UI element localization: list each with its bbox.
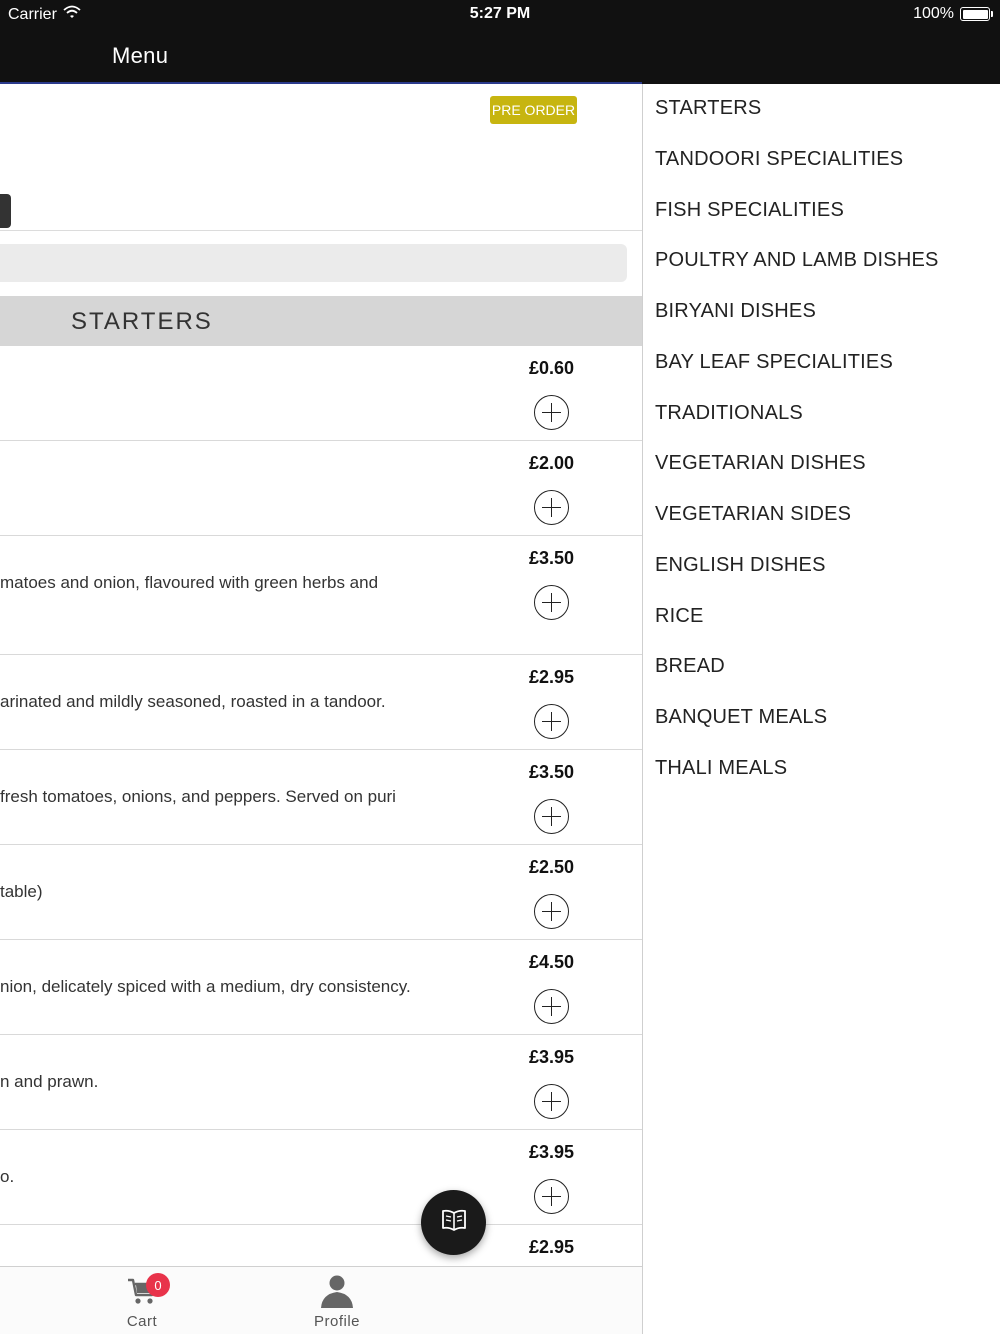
category-item[interactable]: BANQUET MEALS: [655, 706, 828, 728]
book-icon: [441, 1209, 467, 1236]
menu-item[interactable]: [0, 441, 642, 536]
category-item[interactable]: POULTRY AND LAMB DISHES: [655, 249, 939, 271]
plus-circle-icon[interactable]: [534, 395, 569, 430]
plus-circle-icon[interactable]: [534, 989, 569, 1024]
tab-cart[interactable]: [82, 1271, 202, 1330]
carrier-label: Carrier: [8, 5, 57, 23]
item-price: £2.00: [528, 453, 575, 473]
profile-icon: [277, 1271, 397, 1311]
plus-circle-icon[interactable]: [534, 1084, 569, 1119]
item-description: matoes and onion, flavoured with green herbs and: [0, 573, 379, 592]
item-price: £3.50: [528, 548, 575, 568]
tab-bar: [0, 1266, 642, 1334]
tab-profile-label: Profile: [313, 1313, 361, 1330]
cart-icon: [82, 1271, 202, 1311]
plus-circle-icon[interactable]: [534, 585, 569, 620]
section-header: [0, 296, 642, 346]
plus-circle-icon[interactable]: [534, 894, 569, 929]
category-item[interactable]: FISH SPECIALITIES: [655, 199, 845, 221]
item-price: £2.95: [528, 1237, 575, 1257]
item-description: arinated and mildly seasoned, roasted in a tandoor.: [0, 692, 386, 711]
menu-item[interactable]: [0, 346, 642, 441]
item-price: £3.95: [528, 1142, 575, 1162]
category-item[interactable]: TRADITIONALS: [655, 402, 803, 424]
item-price: £3.50: [528, 762, 575, 782]
plus-circle-icon[interactable]: [534, 1179, 569, 1214]
cart-count-badge: 0: [146, 1273, 170, 1297]
menu-item[interactable]: [0, 750, 642, 845]
battery-icon: [960, 7, 990, 21]
category-item[interactable]: STARTERS: [655, 97, 762, 119]
collapsed-tab-handle[interactable]: [0, 194, 11, 228]
category-item[interactable]: VEGETARIAN SIDES: [655, 503, 852, 525]
status-time: 5:27 PM: [469, 5, 531, 22]
item-price: £2.95: [528, 667, 575, 687]
category-item[interactable]: BREAD: [655, 655, 725, 677]
item-description: fresh tomatoes, onions, and peppers. Served on puri: [0, 787, 396, 806]
item-price: £3.95: [528, 1047, 575, 1067]
status-right: [913, 5, 990, 23]
tab-profile[interactable]: [277, 1271, 397, 1330]
menu-item[interactable]: [0, 1130, 642, 1225]
tab-cart-label: Cart: [126, 1313, 158, 1330]
menu-list: [0, 346, 642, 1266]
nav-bar: [0, 28, 1000, 84]
menu-book-button[interactable]: [421, 1190, 486, 1255]
menu-item[interactable]: [0, 1225, 642, 1266]
category-item[interactable]: TANDOORI SPECIALITIES: [655, 148, 904, 170]
divider: [0, 230, 642, 231]
item-description: table): [0, 882, 43, 901]
menu-item[interactable]: [0, 940, 642, 1035]
category-item[interactable]: RICE: [655, 605, 704, 627]
plus-circle-icon[interactable]: [534, 490, 569, 525]
status-bar: [0, 0, 1000, 28]
battery-percent: 100%: [913, 5, 954, 22]
menu-item[interactable]: [0, 655, 642, 750]
search-input[interactable]: [0, 244, 627, 282]
item-description: o.: [0, 1167, 15, 1186]
category-sidebar: [642, 84, 1000, 1334]
category-item[interactable]: BIRYANI DISHES: [655, 300, 816, 322]
menu-item[interactable]: [0, 1035, 642, 1130]
menu-item[interactable]: [0, 536, 642, 655]
category-item[interactable]: VEGETARIAN DISHES: [655, 452, 866, 474]
preorder-button[interactable]: PRE ORDER: [490, 96, 577, 124]
section-title: STARTERS: [71, 308, 213, 335]
item-description: nion, delicately spiced with a medium, dry consistency.: [0, 977, 411, 996]
menu-item[interactable]: [0, 845, 642, 940]
plus-circle-icon[interactable]: [534, 799, 569, 834]
item-price: £0.60: [528, 358, 575, 378]
category-item[interactable]: ENGLISH DISHES: [655, 554, 826, 576]
item-description: n and prawn.: [0, 1072, 99, 1091]
menu-content: [0, 84, 642, 1266]
category-item[interactable]: THALI MEALS: [655, 757, 788, 779]
item-price: £2.50: [528, 857, 575, 877]
item-price: £4.50: [528, 952, 575, 972]
category-item[interactable]: BAY LEAF SPECIALITIES: [655, 351, 893, 373]
plus-circle-icon[interactable]: [534, 704, 569, 739]
page-title: Menu: [112, 43, 169, 68]
